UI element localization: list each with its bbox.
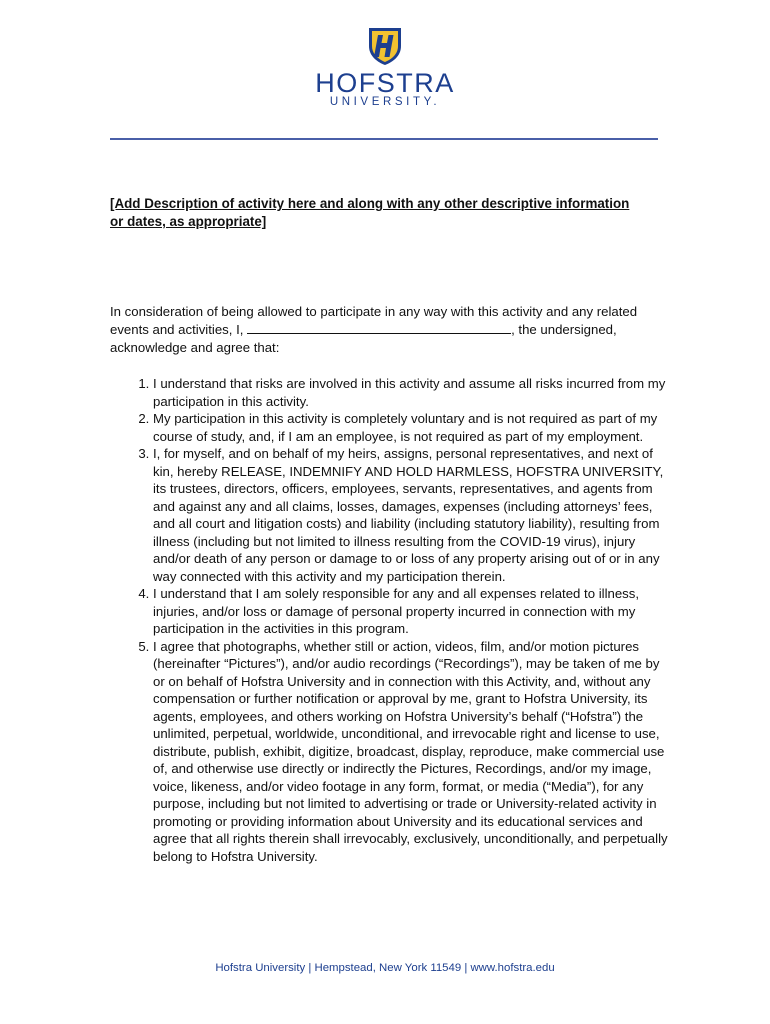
term-item: 3. I, for myself, and on behalf of my heirs, assigns, personal representatives, and next of kin, hereby RELEASE, INDEMNIFY AND HOLD HARMLESS, HOFSTRA UNIVERSITY, its trustees, directors, officers, employees, servants, representatives, and agents from and against any and all claims, losses, damages, expenses (including attorneys’ fees, and all court and litigation costs) and liability (including statutory liability), resulting from illness (including but not limited to illness resulting from the COVID-19 virus), injury and/or death of any person or damage to or loss of any property arising out of or in any way connected with this activity and my participation therein. (153, 445, 670, 585)
page-footer: Hofstra University | Hempstead, New York 11549 | www.hofstra.edu (215, 962, 555, 974)
term-item: 4. I understand that I am solely responsible for any and all expenses related to illness, injuries, and/or loss or damage of personal property incurred in connection with my participation in the activities in this program. (153, 585, 670, 638)
terms-list (110, 375, 670, 865)
hofstra-shield-icon (367, 26, 403, 66)
intro-paragraph (110, 303, 670, 357)
term-item: 5. I agree that photographs, whether still or action, videos, film, and/or motion pictures (hereinafter “Pictures”), and/or audio recordings (“Recordings”), may be taken of me by or on behalf of Hofstra University and in connection with this Activity, and, without any compensation or further notification or approval by me, grant to Hofstra University, its agents, employees, and others working on Hofstra University’s behalf (“Hofstra”) the unlimited, perpetual, worldwide, unconditional, and irrevocable right and license to use, distribute, publish, exhibit, digitize, broadcast, display, reproduce, make commercial use of, and otherwise use directly or indirectly the Pictures, Recordings, and/or my image, voice, likeness, and/or video footage in any form, format, or media (“Media”), for any purpose, including but not limited to advertising or trade or University-related activity in promoting or providing information about University and its educational services and agree that all rights therein shall irrevocably, exclusively, unconditionally, and perpetually belong to Hofstra University. (153, 638, 670, 866)
logo-subtitle: UNIVERSITY. (329, 96, 441, 108)
logo-wordmark: HOFSTRA (315, 68, 455, 98)
university-logo (0, 26, 770, 109)
name-blank-line[interactable] (247, 321, 511, 334)
term-item: 2. My participation in this activity is completely voluntary and is not required as part of my course of study, and, if I am an employee, is not required as part of my employment. (153, 410, 670, 445)
term-item: 1. I understand that risks are involved in this activity and assume all risks incurred from my participation in this activity. (153, 375, 670, 410)
header-divider (110, 138, 658, 140)
intro-text-start: In consideration of being allowed to participate in any way with this activity and any related events and activities, I, (110, 304, 638, 337)
activity-description-placeholder: [Add Description of activity here and along with any other descriptive information or dates, as appropriate] (110, 196, 630, 229)
intro-text-end: , the undersigned, acknowledge and agree that: (110, 322, 617, 355)
